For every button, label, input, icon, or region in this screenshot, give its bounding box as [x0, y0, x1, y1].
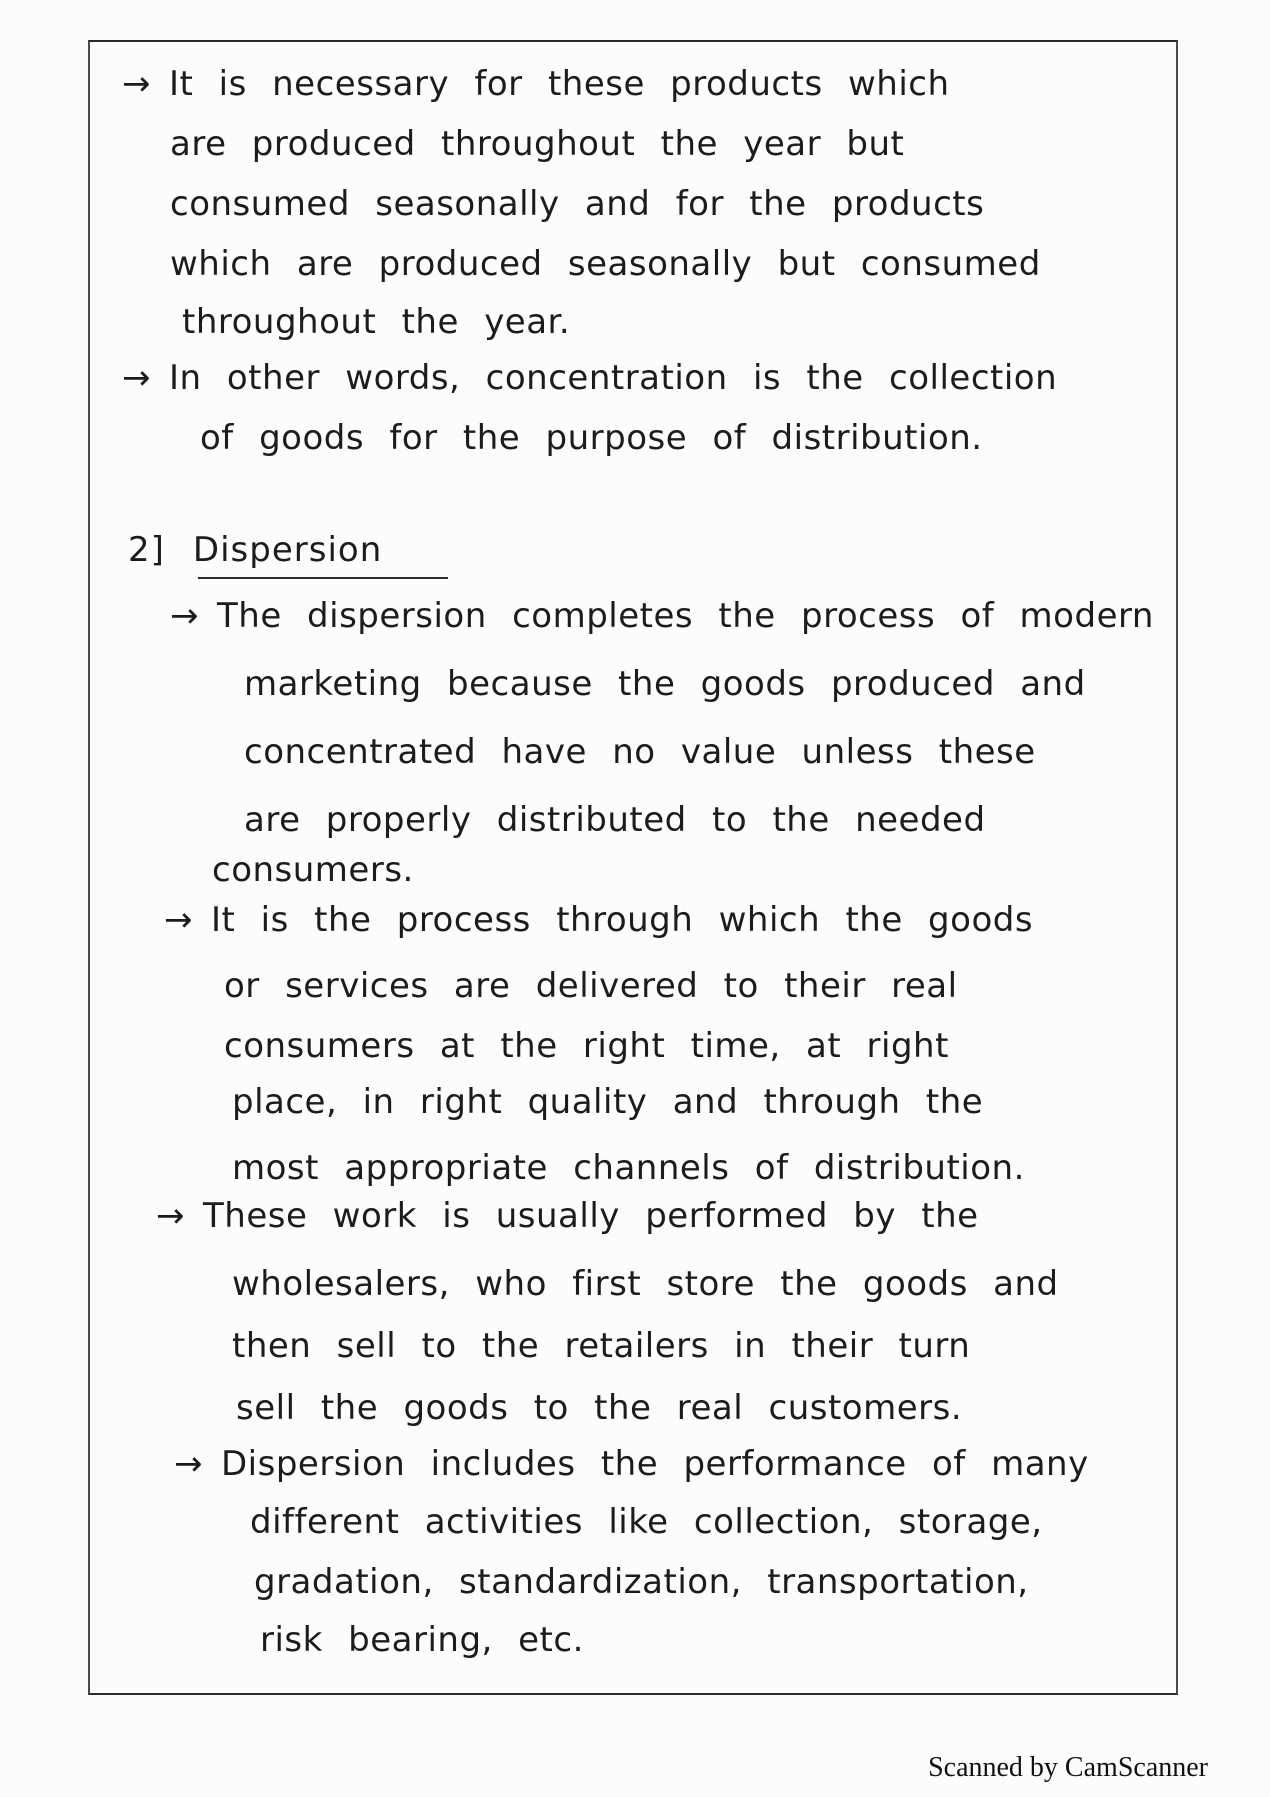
text-line: → Dispersion includes the performance of many — [174, 1444, 1089, 1484]
camscanner-watermark: Scanned by CamScanner — [928, 1752, 1208, 1783]
arrow-bullet-icon: → — [170, 596, 199, 636]
text-line: most appropriate channels of distribution. — [232, 1148, 1025, 1188]
arrow-bullet-icon: → — [164, 900, 193, 940]
text-line: of goods for the purpose of distribution. — [200, 418, 983, 458]
text-line: → These work is usually performed by the — [156, 1196, 979, 1236]
section-heading — [128, 530, 382, 570]
text-line: sell the goods to the real customers. — [236, 1388, 963, 1428]
text-line: marketing because the goods produced and — [244, 664, 1086, 704]
text-line: consumers. — [212, 850, 414, 890]
text-line: or services are delivered to their real — [224, 966, 958, 1006]
arrow-bullet-icon: → — [122, 64, 151, 104]
text-line: which are produced seasonally but consumed — [170, 244, 1041, 284]
text-line: place, in right quality and through the — [232, 1082, 984, 1122]
text-line: gradation, standardization, transportation, — [254, 1562, 1029, 1602]
text-line: → In other words, concentration is the collection — [122, 358, 1058, 398]
text-line: are produced throughout the year but — [170, 124, 905, 164]
text-line: concentrated have no value unless these — [244, 732, 1036, 772]
text-line: → The dispersion completes the process of modern — [170, 596, 1154, 636]
text-line: throughout the year. — [182, 302, 571, 342]
section-number: 2] — [128, 530, 165, 570]
arrow-bullet-icon: → — [156, 1196, 185, 1236]
text-line: consumers at the right time, at right — [224, 1026, 949, 1066]
text-line: are properly distributed to the needed — [244, 800, 986, 840]
arrow-bullet-icon: → — [174, 1444, 203, 1484]
heading-underline — [198, 577, 448, 579]
section-title: Dispersion — [192, 530, 383, 570]
text-line: wholesalers, who first store the goods and — [232, 1264, 1059, 1304]
text-line: → It is the process through which the goods — [164, 900, 1034, 940]
text-line: risk bearing, etc. — [260, 1620, 584, 1660]
text-line: then sell to the retailers in their turn — [232, 1326, 971, 1366]
arrow-bullet-icon: → — [122, 358, 151, 398]
text-line: consumed seasonally and for the products — [170, 184, 985, 224]
text-line: → It is necessary for these products which — [122, 64, 950, 104]
text-line: different activities like collection, storage, — [250, 1502, 1043, 1542]
